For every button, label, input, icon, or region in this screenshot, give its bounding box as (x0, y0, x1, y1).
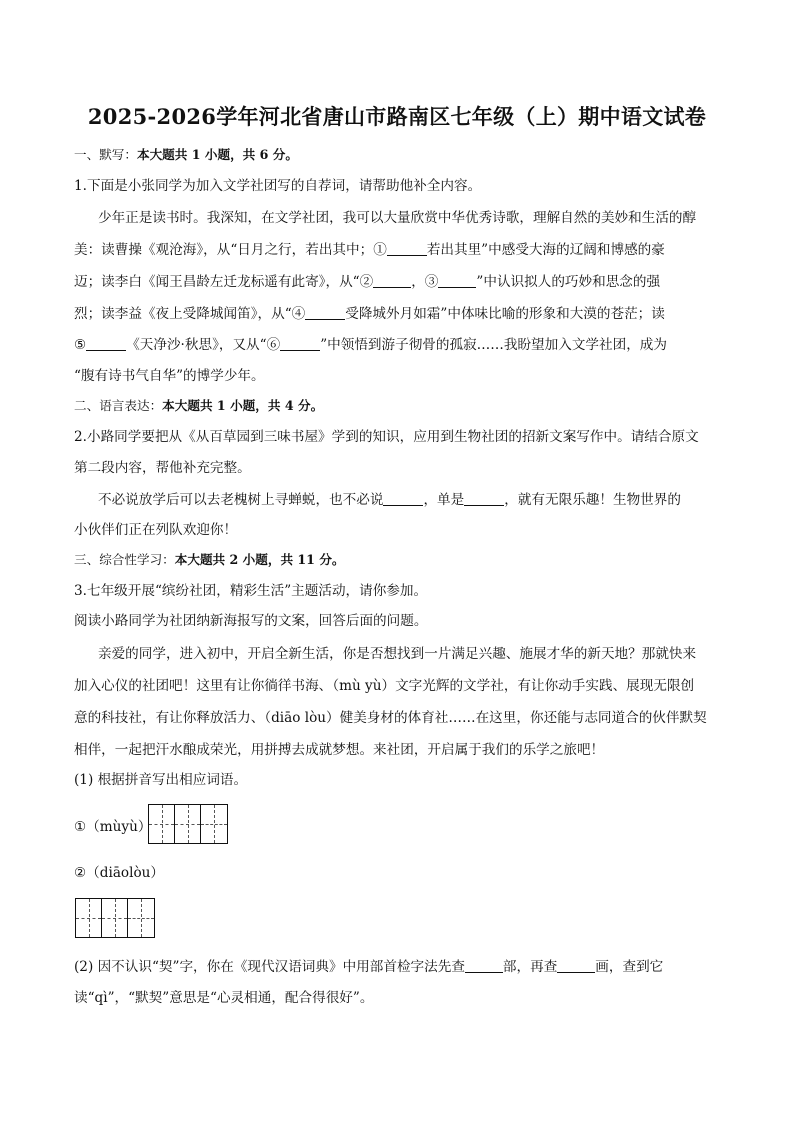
section-3-info: 本大题共 2 小题，共 11 分。 (174, 552, 345, 567)
q1-line-5-c: ”中领悟到游子彻骨的孤寂……我盼望加入文学社团，成为 (320, 337, 667, 353)
q2-line-1-a: 不必说放学后可以去老槐树上寻蝉蜕，也不必说 (98, 492, 384, 508)
q1-stem: 1.下面是小张同学为加入文学社团写的自荐词，请帮助他补全内容。 (74, 178, 482, 194)
q3-blank-radical[interactable] (465, 958, 503, 973)
q1-line-6: “腹有诗书气自华”的博学少年。 (74, 368, 265, 384)
grid-cell[interactable] (76, 899, 102, 937)
q3-sub-2-line-2: 读“qì”，“默契”意思是“心灵相通，配合得很好”。 (74, 990, 374, 1006)
blank-1[interactable] (387, 241, 427, 256)
q1-line-5-b: 《天净沙·秋思》，又从“⑥ (126, 337, 281, 353)
q1-line-5-a: ⑤ (74, 337, 87, 353)
q3-sub-2 (74, 957, 724, 977)
q2-line-1-b: ，单是 (423, 492, 465, 508)
q1-line-4-b: 受降城外月如霜”中体味比喻的形象和大漠的苍茫；读 (345, 306, 665, 322)
section-2-info: 本大题共 1 小题，共 4 分。 (162, 398, 324, 413)
q3-sub-2-b: 部，再查 (502, 959, 558, 975)
q2-blank-2[interactable] (464, 491, 504, 506)
blank-4[interactable] (305, 305, 345, 320)
grid-cell[interactable] (201, 805, 227, 843)
grid-cell[interactable] (175, 805, 201, 843)
blank-3[interactable] (438, 273, 476, 288)
section-1-info: 本大题共 1 小题，共 6 分。 (136, 147, 298, 162)
q3-passage-1: 亲爱的同学，进入初中，开启全新生活，你是否想找到一片满足兴趣、施展才华的新天地？那就快来 (98, 646, 697, 662)
section-2-prefix: 二、语言表达： (74, 398, 163, 413)
q1-line-3-c: ”中认识拟人的巧妙和思念的强 (476, 274, 661, 290)
q3-sub-2-a: (2) 因不认识“契”字，你在《现代汉语词典》中用部首检字法先查 (74, 959, 465, 975)
writing-grid-1[interactable] (148, 804, 228, 844)
section-1-heading (74, 145, 724, 165)
q2-line-1 (98, 490, 748, 510)
q3-item-1-label: ①（mùyù） (74, 819, 152, 835)
q1-line-4-a: 烈；读李益《夜上受降城闻笛》，从“④ (74, 306, 306, 322)
q3-sub-2-c: 画，查到它 (595, 959, 664, 975)
q1-line-4 (74, 304, 724, 324)
grid-cell[interactable] (149, 805, 175, 843)
blank-5[interactable] (86, 336, 126, 351)
exam-title: 2025-2026学年河北省唐山市路南区七年级（上）期中语文试卷 (87, 104, 707, 129)
writing-grid-2[interactable] (75, 898, 155, 938)
q3-passage-3: 意的科技社，有让你释放活力、（diāo lòu）健美身材的体育社……在这里，你还能与志同道合的伙伴默契 (74, 710, 707, 726)
q3-passage-4: 相伴，一起把汗水酿成荣光，用拼搏去成就梦想。来社团，开启属于我们的乐学之旅吧！ (74, 742, 605, 758)
grid-cell[interactable] (102, 899, 128, 937)
q3-blank-strokes[interactable] (557, 958, 595, 973)
q3-read-instruction: 阅读小路同学为社团纳新海报写的文案，回答后面的问题。 (74, 613, 428, 629)
section-1-prefix: 一、默写： (74, 147, 137, 162)
q1-line-2-a: 美：读曹操《观沧海》，从“日月之行，若出其中；① (74, 242, 387, 258)
q1-line-2 (74, 240, 724, 260)
blank-6[interactable] (280, 336, 320, 351)
q1-line-2-b: 若出其里”中感受大海的辽阔和博感的豪 (426, 242, 665, 258)
grid-cell[interactable] (128, 899, 154, 937)
q1-line-3-a: 迈；读李白《闻王昌龄左迁龙标遥有此寄》，从“② (74, 274, 374, 290)
blank-2[interactable] (373, 273, 411, 288)
q1-line-5 (74, 335, 724, 355)
q1-line-3 (74, 272, 724, 292)
section-3-heading (74, 550, 724, 570)
q2-blank-1[interactable] (383, 491, 423, 506)
q2-line-2: 小伙伴们正在列队欢迎你！ (74, 522, 238, 538)
q3-sub-1: (1) 根据拼音写出相应词语。 (74, 772, 248, 788)
section-3-prefix: 三、综合性学习： (74, 552, 175, 567)
q3-item-2-label: ②（diāolòu） (74, 865, 164, 881)
q3-passage-2: 加入心仪的社团吧！这里有让你徜徉书海、（mù yù）文字光辉的文学社，有让你动手实践、展现无限创 (74, 678, 695, 694)
q1-line-3-b: ，③ (411, 274, 439, 290)
q3-stem: 3.七年级开展“缤纷社团，精彩生活”主题活动，请你参加。 (74, 583, 428, 599)
q1-line-1: 少年正是读书时。我深知，在文学社团，我可以大量欣赏中华优秀诗歌，理解自然的美妙和生活的醇 (98, 210, 697, 226)
q2-line-1-c: ，就有无限乐趣！生物世界的 (504, 492, 681, 508)
q2-stem-2: 第二段内容，帮他补充完整。 (74, 460, 251, 476)
q2-stem-1: 2.小路同学要把从《从百草园到三味书屋》学到的知识，应用到生物社团的招新文案写作中。请结合原文 (74, 429, 699, 445)
section-2-heading (74, 396, 724, 416)
